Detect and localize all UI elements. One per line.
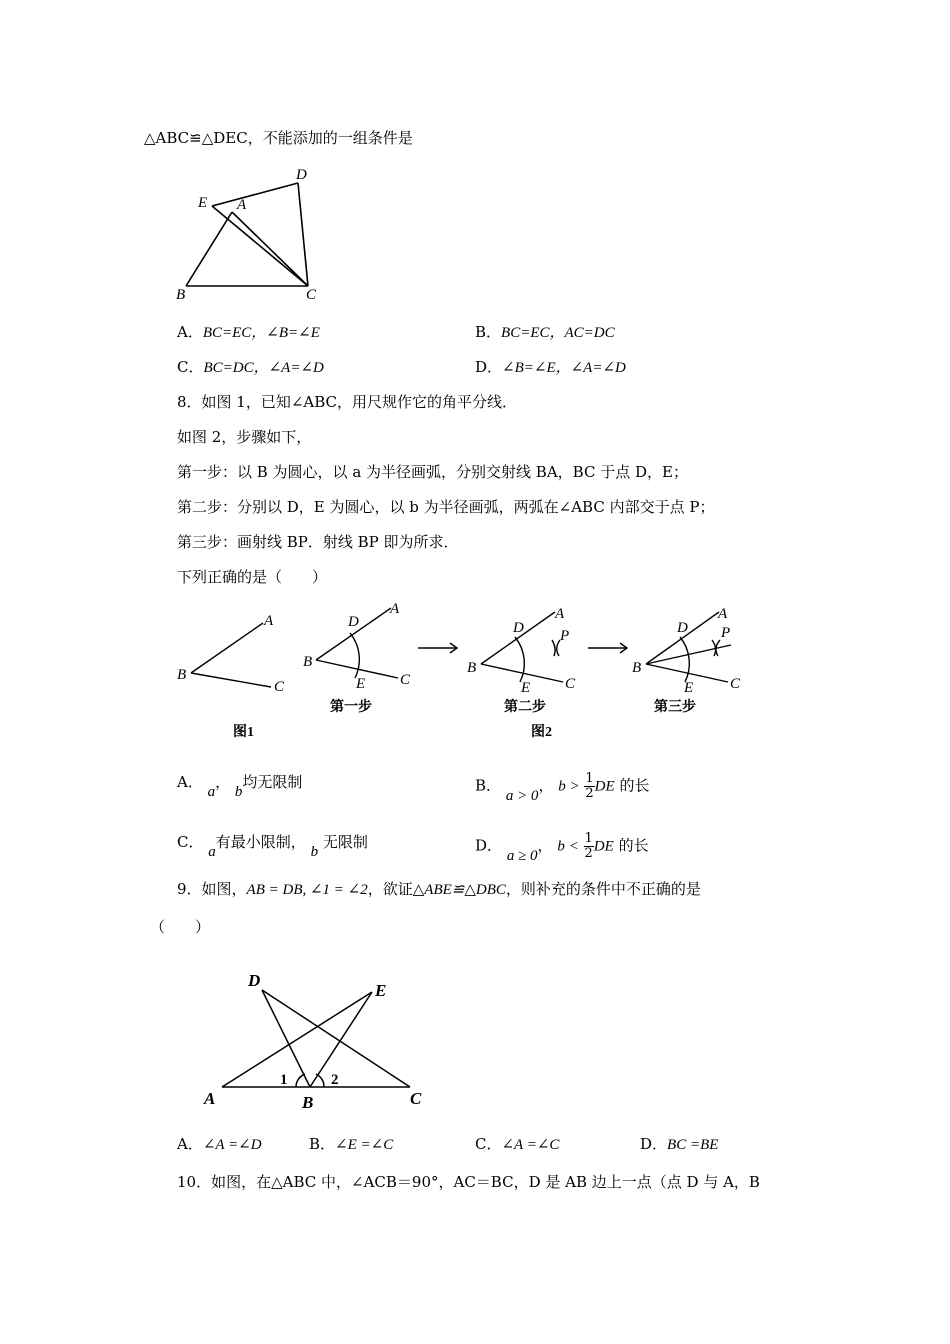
q10-stem: 10．如图，在△ABC 中，∠ACB＝90°，AC＝BC，D 是 AB 边上一点（点 D 与 A，B (177, 1173, 760, 1191)
q8-option-b-a-cond: a > 0 (505, 787, 539, 804)
q9-label-angle1: 1 (280, 1072, 288, 1088)
fig1-label-c: C (274, 679, 285, 695)
step2-caption: 第二步 (504, 700, 546, 715)
q8-option-b-tail: 的长 (619, 776, 650, 795)
q9-stem-a: 9．如图， (177, 880, 247, 898)
q9-stem-math2: △ABE≌△DBC (412, 882, 506, 898)
step1-label-c: C (400, 672, 411, 688)
step3-label-p: P (721, 625, 731, 641)
fig1-caption: 图1 (233, 725, 254, 740)
q9-stem-c: ，则补充的条件中不正确的是 (505, 880, 701, 898)
q7-label-c: C (306, 287, 317, 303)
step1-label-d: D (348, 614, 359, 630)
q9-stem-math: AB = DB, ∠1 = ∠2 (246, 882, 368, 898)
step1-label-a: A (390, 601, 400, 617)
q9-label-b: B (302, 1093, 314, 1112)
q9-label-c: C (410, 1089, 422, 1108)
q8-option-b-de: DE (594, 778, 615, 795)
q9-option-c-text: ∠A =∠C (501, 1137, 560, 1153)
q8-option-a-b: b (234, 784, 243, 800)
q8-option-d-den: 2 (584, 846, 593, 861)
q7-option-d-text: ∠B=∠E，∠A=∠D (502, 360, 626, 376)
q8-option-a-label: A． (177, 773, 203, 791)
q8-line-3: 第一步：以 B 为圆心，以 a 为半径画弧，分别交射线 BA，BC 于点 D，E； (177, 463, 688, 481)
q7-option-d-label: D． (475, 358, 503, 376)
q9-option-b-label: B． (309, 1135, 336, 1153)
q8-option-a-a: a (207, 784, 216, 800)
q8-line-6: 下列正确的是（ ） (177, 568, 328, 586)
q7-option-a-text: BC=EC，∠B=∠E (202, 325, 320, 341)
q8-option-b-num: 1 (585, 771, 594, 786)
step3-label-b: B (632, 660, 642, 676)
q8-line-4: 第二步：分别以 D，E 为圆心，以 b 为半径画弧，两弧在∠ABC 内部交于点 P； (177, 498, 715, 516)
q8-option-b-sep: ， (538, 776, 554, 795)
q9-label-d: D (248, 971, 261, 990)
q8-option-d-b-cond: b < (557, 838, 579, 855)
q9-option-b-text: ∠E =∠C (335, 1137, 394, 1153)
step2-label-e: E (521, 680, 531, 696)
q7-label-d: D (296, 167, 307, 183)
q7-label-e: E (198, 195, 208, 211)
step3-label-c: C (730, 676, 741, 692)
step1-caption: 第一步 (330, 700, 372, 715)
q9-paren: （ ） (150, 918, 211, 936)
q9-option-a[interactable] (177, 1134, 262, 1155)
q8-option-b-label: B． (475, 776, 502, 795)
step2-label-b: B (467, 660, 477, 676)
q9-label-a: A (204, 1089, 216, 1108)
q8-option-d-tail: 的长 (618, 836, 649, 855)
q9-stem-b: ，欲证 (367, 880, 413, 898)
fig1-label-b: B (177, 667, 187, 683)
q9-option-d-label: D． (640, 1135, 668, 1153)
q8-line-2: 如图 2，步骤如下， (177, 428, 312, 446)
q9-label-e: E (375, 981, 387, 1000)
q7-stem: △ABC≌△DEC，不能添加的一组条件是 (144, 129, 413, 147)
q8-option-d-sep: ， (537, 836, 553, 855)
step1-label-b: B (303, 654, 313, 670)
step3-label-d: D (677, 620, 688, 636)
q9-option-a-text: ∠A =∠D (202, 1137, 262, 1153)
fig2-caption: 图2 (531, 725, 552, 740)
q8-option-d-num: 1 (584, 831, 593, 846)
q7-option-b-label: B． (475, 323, 502, 341)
q7-label-a: A (237, 197, 247, 213)
q8-option-a-tail: 均无限制 (242, 773, 303, 791)
q9-option-c-label: C． (475, 1135, 502, 1153)
q8-option-d-a-cond: a ≥ 0 (506, 847, 538, 864)
q8-option-c-mid: 有最小限制， (215, 833, 306, 851)
step2-label-p: P (560, 628, 570, 644)
step3-label-e: E (684, 680, 694, 696)
q9-option-d[interactable] (640, 1134, 718, 1155)
q8-option-d-de: DE (593, 838, 614, 855)
fig1-label-a: A (264, 613, 274, 629)
q9-option-d-text: BC =BE (667, 1137, 719, 1153)
q9-option-c[interactable] (475, 1134, 559, 1155)
q8-option-a-sep: ， (215, 773, 231, 791)
q7-option-b-text: BC=EC，AC=DC (501, 325, 615, 341)
q8-option-b-b-cond: b > (558, 778, 580, 795)
q7-option-c-text: BC=DC，∠A=∠D (203, 360, 324, 376)
q9-label-angle2: 2 (331, 1072, 339, 1088)
q7-option-a-label: A． (177, 323, 203, 341)
q8-option-c-tail: 无限制 (322, 833, 368, 851)
q8-option-c-label: C． (177, 833, 204, 851)
q8-option-c-a: a (208, 844, 216, 860)
q8-line-1: 8．如图 1，已知∠ABC，用尺规作它的角平分线． (177, 393, 518, 411)
q9-option-b[interactable] (309, 1134, 393, 1155)
step3-label-a: A (718, 606, 728, 622)
step2-label-d: D (513, 620, 524, 636)
step1-label-e: E (356, 676, 366, 692)
step2-label-c: C (565, 676, 576, 692)
q8-option-d-label: D． (475, 836, 503, 855)
q8-line-5: 第三步：画射线 BP．射线 BP 即为所求． (177, 533, 459, 551)
q7-option-c-label: C． (177, 358, 204, 376)
q8-option-b-den: 2 (585, 786, 594, 801)
step2-label-a: A (555, 606, 565, 622)
step3-caption: 第三步 (654, 700, 696, 715)
q9-option-a-label: A． (177, 1135, 203, 1153)
q7-label-b: B (176, 287, 186, 303)
q8-option-c-b: b (310, 844, 319, 860)
